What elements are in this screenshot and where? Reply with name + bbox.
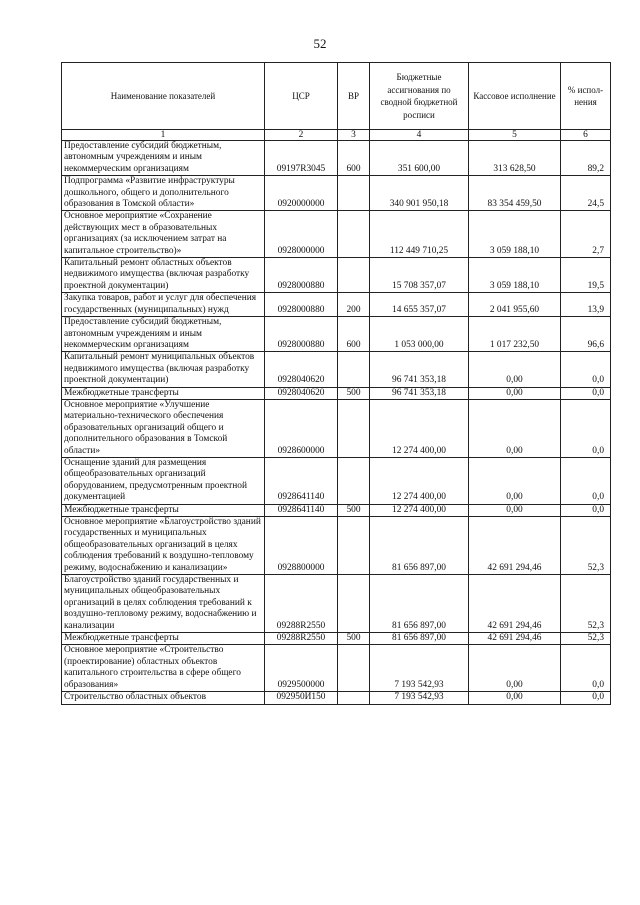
cell-assignments: 7 193 542,93 <box>370 645 469 692</box>
table-row <box>62 211 611 258</box>
cell-csr: 0928040620 <box>265 352 338 387</box>
cell-name: Подпрограмма «Развитие инфраструктуры дошкольного, общего и дополнительного образования в Томской области» <box>62 176 265 211</box>
cell-vr <box>338 176 370 211</box>
cell-name: Предоставление субсидий бюджетным, автономным учреждениям и иным некоммерческим организациям <box>62 317 265 352</box>
cell-assignments: 12 274 400,00 <box>370 399 469 457</box>
table-body <box>62 141 611 705</box>
cell-cash-execution: 0,00 <box>469 399 561 457</box>
cell-cash-execution: 83 354 459,50 <box>469 176 561 211</box>
cell-name: Основное мероприятие «Благоустройство зданий государственных и муниципальных общеобразовательных организаций в целях соблюдения требований к воздушно-тепловому режиму, водоснабжению и канализации» <box>62 517 265 575</box>
cell-name: Закупка товаров, работ и услуг для обеспечения государственных (муниципальных) нужд <box>62 293 265 317</box>
cell-csr: 0928641140 <box>265 457 338 504</box>
table-row <box>62 141 611 176</box>
cell-cash-execution: 0,00 <box>469 645 561 692</box>
table-row <box>62 692 611 704</box>
cell-vr: 500 <box>338 633 370 645</box>
cell-cash-execution: 3 059 188,10 <box>469 258 561 293</box>
cell-percent: 0,0 <box>561 399 611 457</box>
cell-vr <box>338 211 370 258</box>
cell-percent: 52,3 <box>561 575 611 633</box>
cell-csr: 0928000880 <box>265 293 338 317</box>
cell-csr: 09197R3045 <box>265 141 338 176</box>
column-index-row <box>62 130 611 141</box>
column-index: 2 <box>265 130 338 141</box>
cell-assignments: 112 449 710,25 <box>370 211 469 258</box>
cell-percent: 89,2 <box>561 141 611 176</box>
cell-assignments: 1 053 000,00 <box>370 317 469 352</box>
cell-name: Основное мероприятие «Строительство (проектирование) областных объектов капитального строительства в сфере общего образования» <box>62 645 265 692</box>
cell-csr: 092950И150 <box>265 692 338 704</box>
cell-cash-execution: 0,00 <box>469 387 561 399</box>
cell-assignments: 15 708 357,07 <box>370 258 469 293</box>
cell-vr: 500 <box>338 504 370 516</box>
cell-vr: 500 <box>338 387 370 399</box>
cell-vr <box>338 575 370 633</box>
table-row <box>62 504 611 516</box>
cell-cash-execution: 42 691 294,46 <box>469 517 561 575</box>
cell-percent: 96,6 <box>561 317 611 352</box>
cell-csr: 0928800000 <box>265 517 338 575</box>
cell-assignments: 81 656 897,00 <box>370 575 469 633</box>
table-row <box>62 575 611 633</box>
cell-percent: 0,0 <box>561 692 611 704</box>
column-index: 5 <box>469 130 561 141</box>
cell-assignments: 7 193 542,93 <box>370 692 469 704</box>
table-row <box>62 258 611 293</box>
table-row <box>62 293 611 317</box>
cell-name: Строительство областных объектов <box>62 692 265 704</box>
cell-csr: 09288R2550 <box>265 575 338 633</box>
header-assignments: Бюджетные ассигнования по сводной бюджетной росписи <box>370 63 469 130</box>
header-name: Наименование показателей <box>62 63 265 130</box>
cell-csr: 0929500000 <box>265 645 338 692</box>
cell-percent: 0,0 <box>561 645 611 692</box>
table-header-row <box>62 63 611 130</box>
cell-name: Межбюджетные трансферты <box>62 387 265 399</box>
header-cash-execution: Кассовое исполнение <box>469 63 561 130</box>
cell-csr: 0928040620 <box>265 387 338 399</box>
table-row <box>62 457 611 504</box>
cell-name: Основное мероприятие «Сохранение действующих мест в образовательных организациях (за исключением затрат на капитальное строительство)» <box>62 211 265 258</box>
header-csr: ЦСР <box>265 63 338 130</box>
table-row <box>62 633 611 645</box>
cell-name: Капитальный ремонт муниципальных объектов недвижимого имущества (включая разработку проектной документации) <box>62 352 265 387</box>
cell-assignments: 12 274 400,00 <box>370 457 469 504</box>
cell-vr <box>338 352 370 387</box>
cell-cash-execution: 0,00 <box>469 692 561 704</box>
cell-vr: 600 <box>338 317 370 352</box>
cell-assignments: 351 600,00 <box>370 141 469 176</box>
cell-vr <box>338 457 370 504</box>
table-row <box>62 399 611 457</box>
cell-csr: 09288R2550 <box>265 633 338 645</box>
cell-vr <box>338 692 370 704</box>
cell-csr: 0928000000 <box>265 211 338 258</box>
cell-name: Межбюджетные трансферты <box>62 504 265 516</box>
cell-vr <box>338 399 370 457</box>
cell-cash-execution: 0,00 <box>469 457 561 504</box>
table-row <box>62 645 611 692</box>
cell-csr: 0928641140 <box>265 504 338 516</box>
cell-percent: 52,3 <box>561 633 611 645</box>
cell-percent: 0,0 <box>561 504 611 516</box>
budget-execution-table <box>61 62 611 705</box>
cell-cash-execution: 313 628,50 <box>469 141 561 176</box>
column-index: 6 <box>561 130 611 141</box>
cell-percent: 2,7 <box>561 211 611 258</box>
cell-csr: 0928000880 <box>265 317 338 352</box>
cell-csr: 0928600000 <box>265 399 338 457</box>
header-percent: % испол-нения <box>561 63 611 130</box>
page-number: 52 <box>313 36 327 51</box>
table-row <box>62 317 611 352</box>
column-index: 3 <box>338 130 370 141</box>
table-row <box>62 387 611 399</box>
cell-name: Оснащение зданий для размещения общеобразовательных организаций оборудованием, предусмотренным проектной документацией <box>62 457 265 504</box>
cell-name: Капитальный ремонт областных объектов недвижимого имущества (включая разработку проектной документации) <box>62 258 265 293</box>
cell-cash-execution: 42 691 294,46 <box>469 633 561 645</box>
cell-vr <box>338 258 370 293</box>
cell-vr <box>338 517 370 575</box>
cell-vr: 600 <box>338 141 370 176</box>
cell-percent: 52,3 <box>561 517 611 575</box>
cell-percent: 0,0 <box>561 387 611 399</box>
cell-assignments: 96 741 353,18 <box>370 352 469 387</box>
cell-assignments: 81 656 897,00 <box>370 517 469 575</box>
column-index: 1 <box>62 130 265 141</box>
cell-assignments: 12 274 400,00 <box>370 504 469 516</box>
cell-cash-execution: 2 041 955,60 <box>469 293 561 317</box>
cell-percent: 24,5 <box>561 176 611 211</box>
cell-percent: 0,0 <box>561 352 611 387</box>
table-row <box>62 517 611 575</box>
cell-cash-execution: 42 691 294,46 <box>469 575 561 633</box>
cell-cash-execution: 1 017 232,50 <box>469 317 561 352</box>
cell-csr: 0928000880 <box>265 258 338 293</box>
cell-vr <box>338 645 370 692</box>
cell-cash-execution: 0,00 <box>469 352 561 387</box>
table-row <box>62 176 611 211</box>
cell-name: Благоустройство зданий государственных и муниципальных общеобразовательных организаций в целях соблюдения требований к воздушно-тепловому режиму, водоснабжению и канализации <box>62 575 265 633</box>
column-index: 4 <box>370 130 469 141</box>
table-row <box>62 352 611 387</box>
cell-percent: 19,5 <box>561 258 611 293</box>
cell-assignments: 81 656 897,00 <box>370 633 469 645</box>
cell-name: Межбюджетные трансферты <box>62 633 265 645</box>
cell-cash-execution: 0,00 <box>469 504 561 516</box>
cell-name: Предоставление субсидий бюджетным, автономным учреждениям и иным некоммерческим организациям <box>62 141 265 176</box>
cell-csr: 0920000000 <box>265 176 338 211</box>
cell-cash-execution: 3 059 188,10 <box>469 211 561 258</box>
cell-assignments: 14 655 357,07 <box>370 293 469 317</box>
header-vr: ВР <box>338 63 370 130</box>
cell-percent: 13,9 <box>561 293 611 317</box>
cell-name: Основное мероприятие «Улучшение материально-технического обеспечения образовательных организаций общего и дополнительного образования в Томской области» <box>62 399 265 457</box>
cell-percent: 0,0 <box>561 457 611 504</box>
cell-assignments: 340 901 950,18 <box>370 176 469 211</box>
cell-assignments: 96 741 353,18 <box>370 387 469 399</box>
cell-vr: 200 <box>338 293 370 317</box>
